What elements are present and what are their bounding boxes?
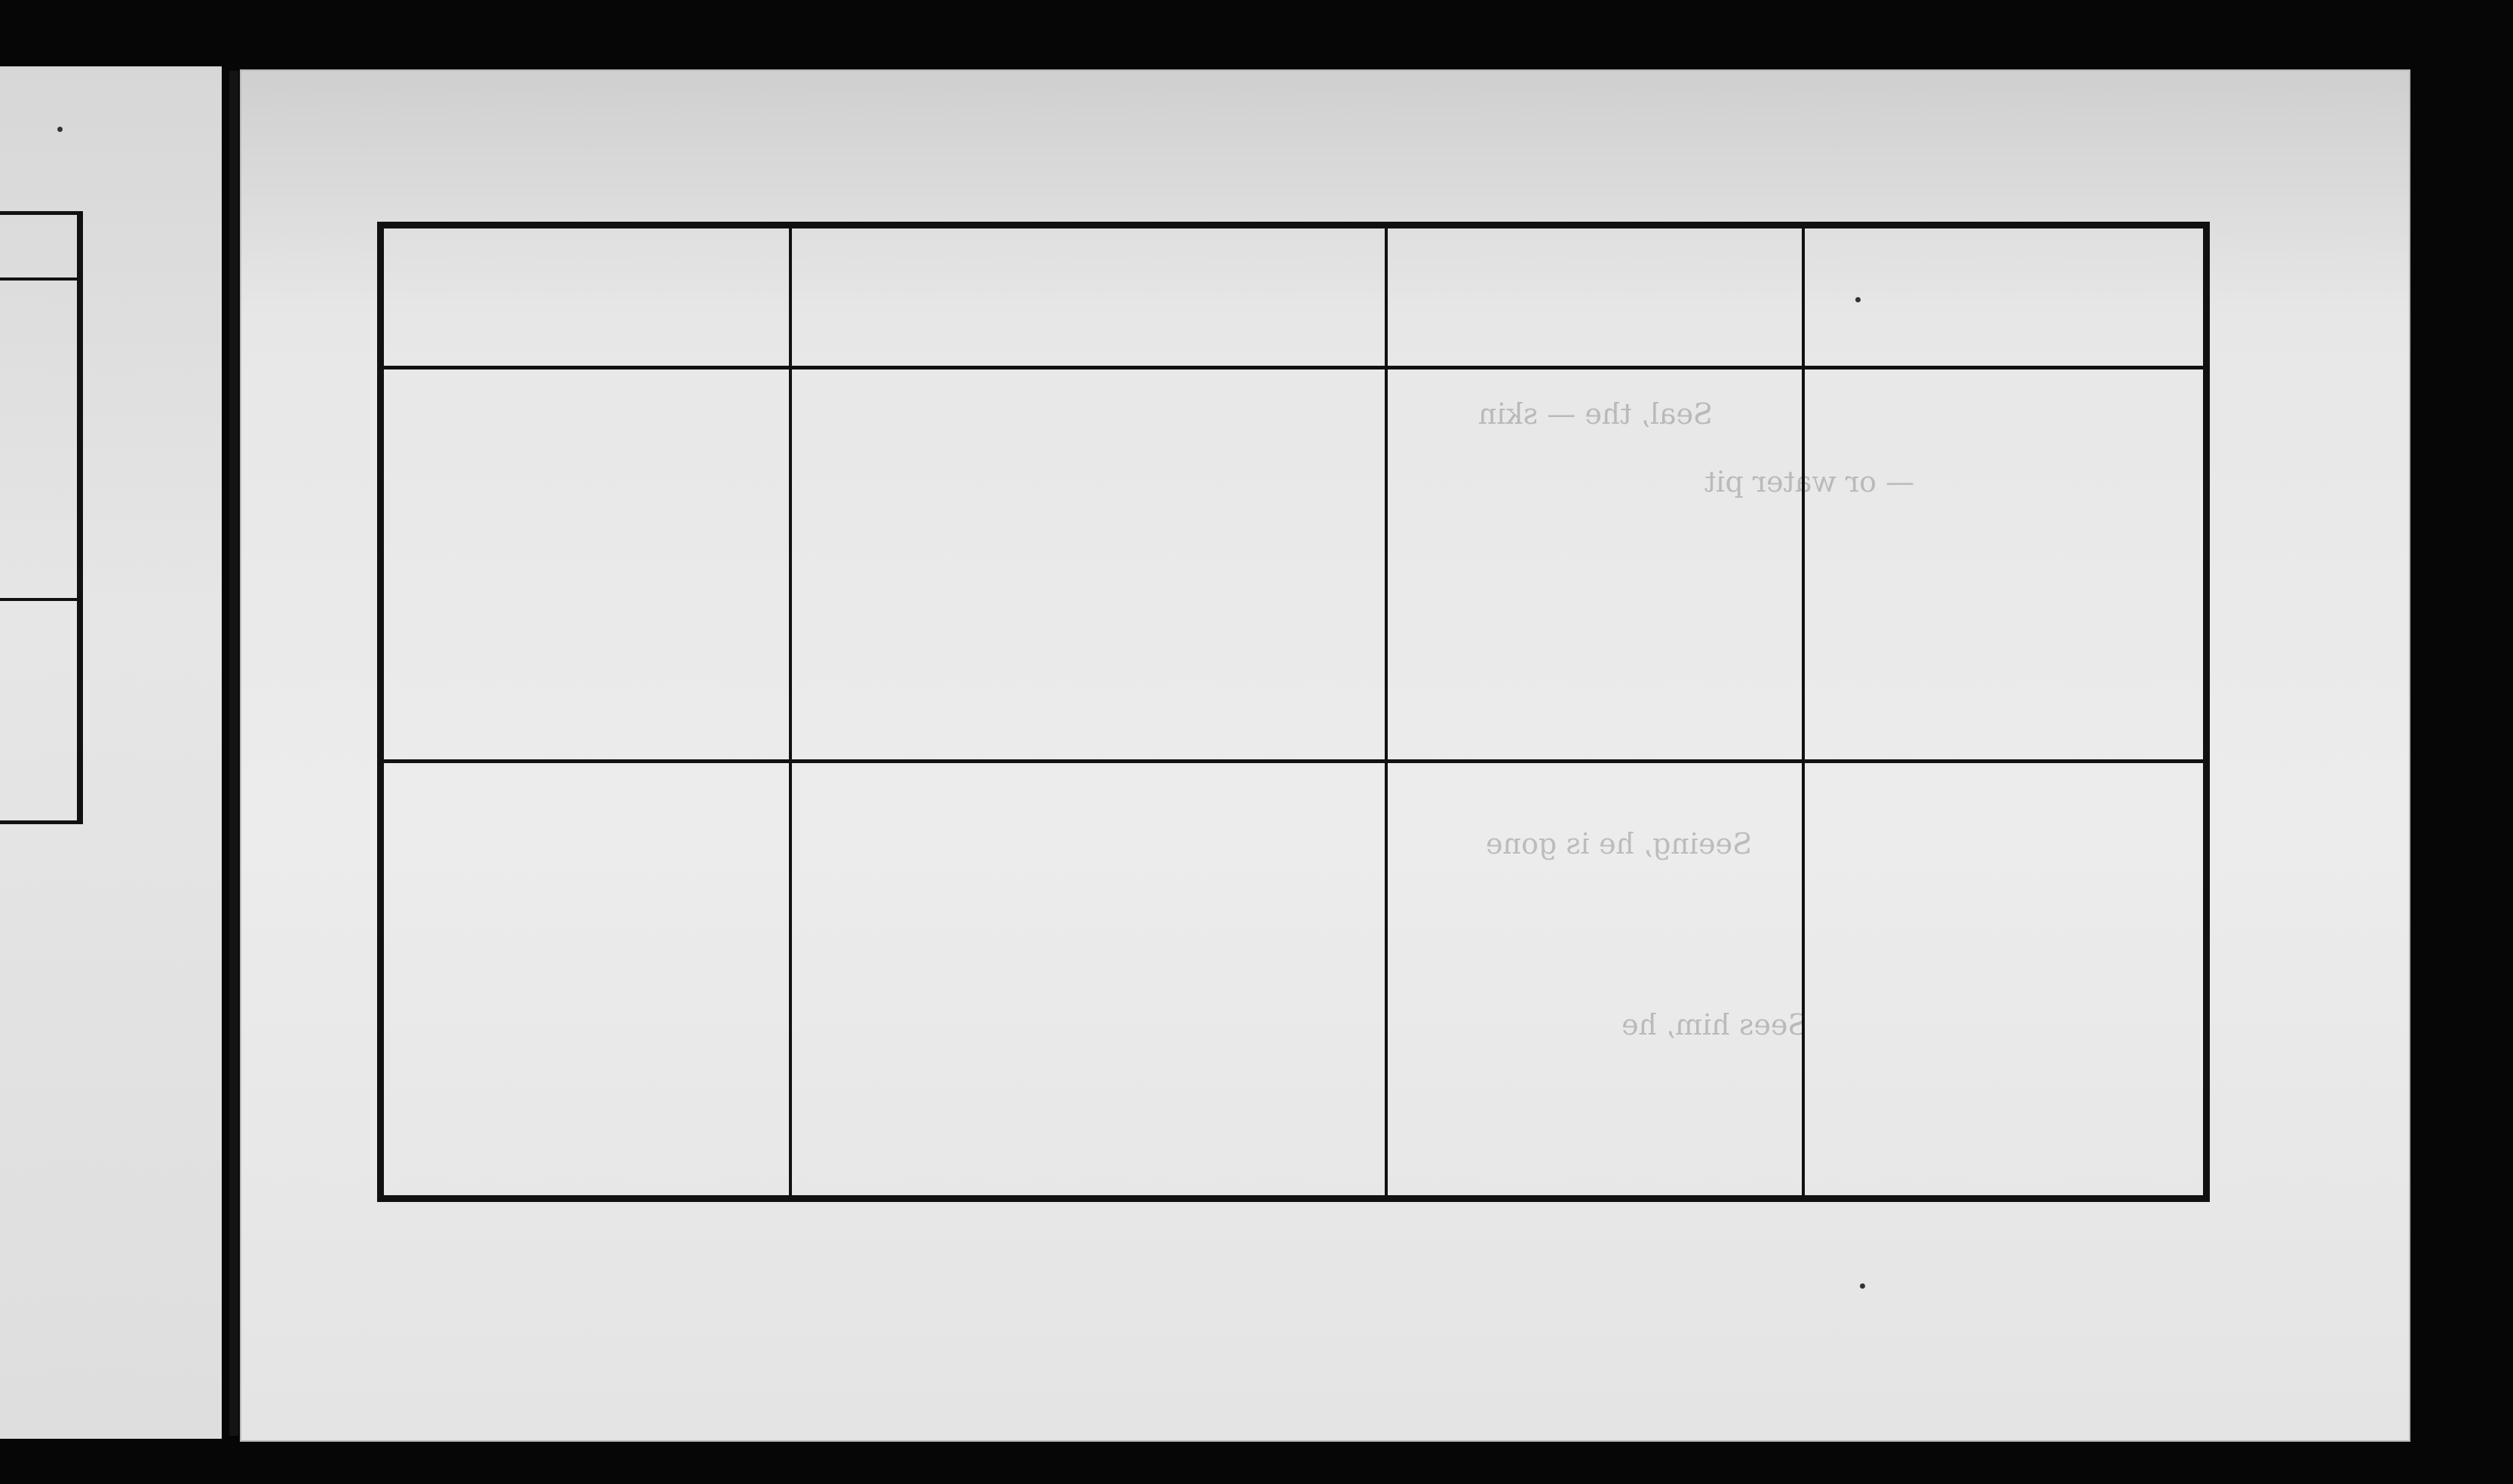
column-divider xyxy=(1385,228,1388,1195)
left-page-table-frame xyxy=(0,211,83,824)
show-through-text: Seeing, he is gone xyxy=(1486,827,1753,860)
table-header-rule xyxy=(384,366,2203,369)
show-through-text: Seal, the — skin xyxy=(1478,397,1714,431)
show-through-text: — or water pit xyxy=(1704,465,1915,498)
left-page-group-rule xyxy=(0,598,77,601)
column-divider xyxy=(789,228,792,1195)
vocabulary-table xyxy=(377,222,2210,1202)
table-group-rule xyxy=(384,759,2203,763)
scan-speck xyxy=(1855,297,1861,302)
left-page-header-rule xyxy=(0,277,77,281)
show-through-text: Sees him, he xyxy=(1622,1008,1808,1041)
left-page-fragment xyxy=(0,66,222,1439)
scan-speck xyxy=(1860,1283,1865,1289)
column-divider xyxy=(1802,228,1805,1195)
scan-speck xyxy=(57,127,63,132)
book-gutter xyxy=(229,71,238,1436)
